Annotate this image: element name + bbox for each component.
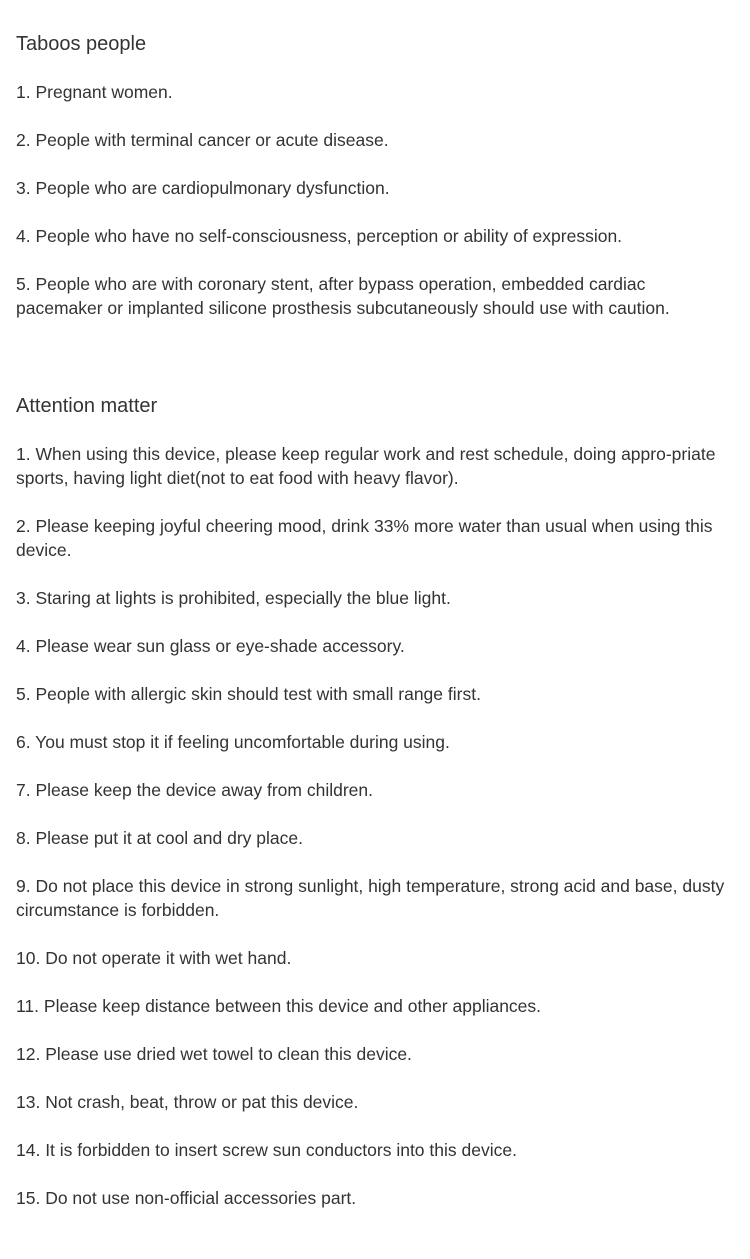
taboos-item: 2. People with terminal cancer or acute disease. bbox=[16, 130, 389, 150]
attention-item: 9. Do not place this device in strong sunlight, high temperature, strong acid and base, dusty circumstance is forbidden. bbox=[16, 876, 725, 920]
attention-item: 1. When using this device, please keep regular work and rest schedule, doing appro-priate sports, having light diet(not to eat food with heavy flavor). bbox=[16, 444, 716, 488]
taboos-item: 4. People who have no self-consciousness, perception or ability of expression. bbox=[16, 226, 623, 246]
attention-item: 15. Do not use non-official accessories part. bbox=[16, 1188, 357, 1208]
attention-item: 5. People with allergic skin should test with small range first. bbox=[16, 684, 481, 704]
attention-item: 14. It is forbidden to insert screw sun conductors into this device. bbox=[16, 1140, 517, 1160]
attention-item: 7. Please keep the device away from children. bbox=[16, 780, 373, 800]
taboos-item: 5. People who are with coronary stent, after bypass operation, embedded cardiac pacemaker or implanted silicone prosthesis subcutaneously should use with caution. bbox=[16, 274, 670, 318]
attention-item: 6. You must stop it if feeling uncomfortable during using. bbox=[16, 732, 450, 752]
attention-item: 13. Not crash, beat, throw or pat this device. bbox=[16, 1092, 359, 1112]
attention-item: 3. Staring at lights is prohibited, especially the blue light. bbox=[16, 588, 451, 608]
attention-title: Attention matter bbox=[16, 395, 158, 417]
taboos-item: 3. People who are cardiopulmonary dysfunction. bbox=[16, 178, 390, 198]
taboos-item: 1. Pregnant women. bbox=[16, 82, 173, 102]
attention-item: 10. Do not operate it with wet hand. bbox=[16, 948, 292, 968]
attention-item: 12. Please use dried wet towel to clean this device. bbox=[16, 1044, 412, 1064]
attention-item: 8. Please put it at cool and dry place. bbox=[16, 828, 303, 848]
attention-item: 2. Please keeping joyful cheering mood, drink 33% more water than usual when using this device. bbox=[16, 516, 713, 560]
taboos-title: Taboos people bbox=[16, 33, 147, 55]
attention-item: 4. Please wear sun glass or eye-shade accessory. bbox=[16, 636, 405, 656]
attention-item: 11. Please keep distance between this device and other appliances. bbox=[16, 996, 542, 1016]
